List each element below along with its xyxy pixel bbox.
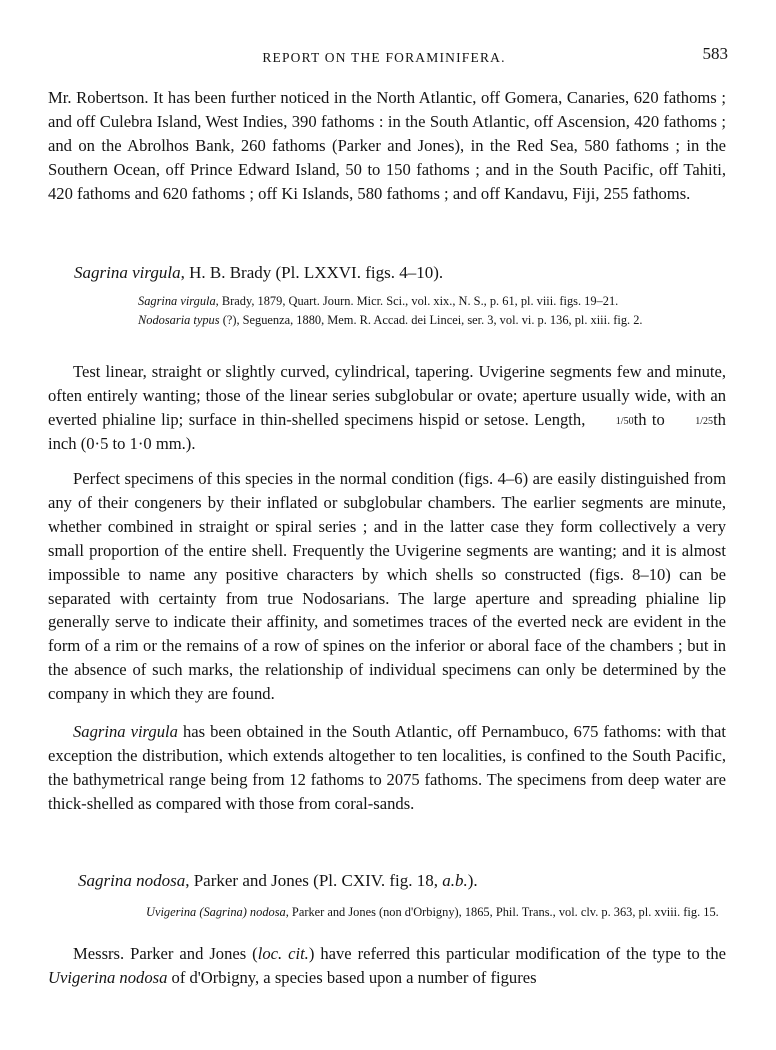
paragraph-text: Messrs. Parker and Jones ( — [73, 944, 258, 963]
uvigerina-nodosa-name: Uvigerina nodosa — [48, 967, 168, 987]
species-authority-end: ). — [467, 871, 478, 890]
fraction-min-length: 1/50 — [615, 415, 634, 427]
species-description — [48, 360, 726, 456]
paragraph-text: of d'Orbigny, a species based upon a number of figures — [167, 967, 537, 987]
species-heading-nodosa — [78, 870, 478, 892]
synonymy-entry — [146, 904, 742, 922]
fraction-max-length: 1/25 — [695, 415, 714, 427]
distribution-paragraph — [48, 720, 726, 816]
description-text: th to — [633, 409, 671, 429]
description-text: Test linear, straight or slightly curved, cylindrical, tapering. Uvigerine segments few and minute, often entirely wanting; those of the linear series subglobular or ovate; aperture usually wide, with an everted phialine lip; surface in thin-shelled specimens hispid or setose. Length, — [48, 362, 726, 429]
figure-letters: a.b. — [442, 871, 468, 890]
paragraph-text: ) have referred this particular modification of the type to the — [308, 944, 726, 963]
running-title: REPORT ON THE FORAMINIFERA. — [262, 50, 506, 65]
synonym-name: Sagrina virgula — [138, 294, 216, 308]
species-name: Sagrina nodosa — [78, 871, 186, 890]
species-name: Sagrina virgula — [74, 263, 181, 282]
species-authority: , Parker and Jones (Pl. CXIV. fig. 18, — [185, 871, 443, 890]
distribution-species-name: Sagrina virgula — [73, 722, 178, 741]
species-authority: , H. B. Brady (Pl. LXXVI. figs. 4–10). — [180, 263, 444, 282]
synonym-reference: , Brady, 1879, Quart. Journ. Micr. Sci., vol. xix., N. S., p. 61, pl. viii. figs. 19–21. — [215, 294, 619, 308]
page-number: 583 — [702, 44, 728, 63]
nodosa-paragraph — [48, 942, 726, 990]
synonymy-entry — [138, 312, 742, 330]
citation-loc-cit: loc. cit. — [257, 944, 309, 963]
synonym-name: Nodosaria typus — [138, 313, 220, 327]
distribution-text: has been obtained in the South Atlantic, off Pernambuco, 675 fathoms: with that exception the distribution, which extends altogether to ten localities, is confined to the South Pacific, the bathymetrical range being from 12 fathoms to 2075 fathoms. The specimens from deep water are thick-shelled as compared with those from coral-sands. — [48, 722, 726, 813]
synonymy-entry — [138, 293, 742, 311]
synonym-name: Uvigerina (Sagrina) nodosa — [146, 905, 286, 919]
synonym-reference: , Parker and Jones (non d'Orbigny), 1865, Phil. Trans., vol. clv. p. 363, pl. xviii. fig. 15. — [285, 905, 719, 919]
description-text: th inch (0·5 to 1·0 mm.). — [48, 409, 726, 453]
synonym-reference: (?), Seguenza, 1880, Mem. R. Accad. dei Lincei, ser. 3, vol. vi. p. 136, pl. xiii. fig. 2. — [219, 313, 643, 327]
paragraph-continued: Mr. Robertson. It has been further noticed in the North Atlantic, off Gomera, Canaries, 620 fathoms ; and off Culebra Island, West Indies, 390 fathoms : in the South Atlantic, off Ascension, 420 fathoms ; and on the Abrolhos Bank, 260 fathoms (Parker and Jones), in the Red Sea, 580 fathoms ; in the Southern Ocean, off Prince Edward Island, 50 to 150 fathoms ; and in the South Pacific, off Tahiti, 420 fathoms and 620 fathoms ; off Ki Islands, 580 fathoms ; and off Kandavu, Fiji, 255 fathoms. — [48, 88, 726, 203]
running-head — [40, 44, 728, 70]
species-heading-virgula — [74, 262, 443, 284]
discussion-paragraph: Perfect specimens of this species in the normal condition (figs. 4–6) are easily distinguished from any of their congeners by their inflated or subglobular chambers. The earlier segments are minute, whether combined in straight or spiral series ; and in the latter case they form collectively a very small proportion of the entire shell. Frequently the Uvigerine segments are wanting; and it is almost impossible to name any positive characters by which shells so constructed (figs. 8–10) can be separated with certainty from true Nodosarians. The large aperture and spreading phialine lip generally serve to indicate their affinity, and sometimes traces of the everted neck are evident in the form of a rim or the remains of a row of spines on the inferior or aboral face of the chambers ; but in the absence of such marks, the relationship of individual specimens can only be determined by the company in which they are found. — [48, 469, 726, 704]
